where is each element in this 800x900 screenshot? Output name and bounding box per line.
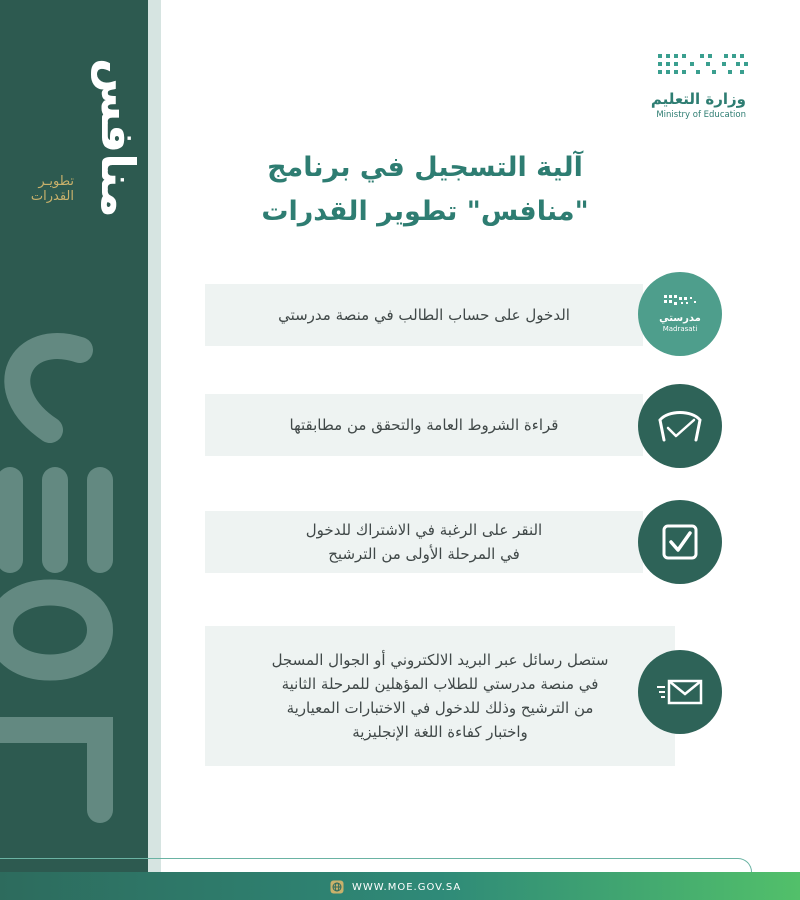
madrasati-logo-icon: [650, 291, 710, 337]
step-3-line-1: النقر على الرغبة في الاشتراك للدخول: [305, 521, 543, 539]
step-2-text: قراءة الشروط العامة والتحقق من مطابقتها: [289, 416, 559, 434]
step-2-box: [205, 394, 643, 456]
step-4-circle: [638, 650, 722, 734]
footer-website-text[interactable]: WWW.MOE.GOV.SA: [352, 881, 462, 893]
step-3-box: [205, 511, 643, 573]
brand-watermark-icon: [0, 330, 160, 870]
page-title-line-2: "منافس" تطوير القدرات: [261, 196, 589, 227]
ministry-name-en: Ministry of Education: [656, 110, 746, 120]
envelope-send-icon: [655, 675, 705, 709]
brand-subtitle: [14, 174, 74, 204]
step-4-line-2: في منصة مدرستي للطلاب المؤهلين للمرحلة الثانية: [281, 675, 599, 693]
step-3-text: [306, 518, 542, 566]
sidebar-edge: [148, 0, 161, 872]
step-4-line-4: واختبار كفاءة اللغة الإنجليزية: [352, 723, 528, 741]
brand-sidebar: [0, 0, 148, 872]
globe-icon: [330, 880, 344, 894]
step-4-text: [272, 648, 609, 744]
madrasati-label-ar: مدرستي: [659, 313, 701, 324]
footer-website-link[interactable]: [330, 878, 461, 896]
brand-subtitle-line-2: القدرات: [30, 189, 74, 204]
step-4-box: [205, 626, 675, 766]
madrasati-label-en: Madrasati: [662, 325, 698, 333]
footer-rule: [0, 858, 752, 872]
checkbox-icon: [660, 522, 700, 562]
step-2-circle: [638, 384, 722, 468]
step-1-text: الدخول على حساب الطالب في منصة مدرستي: [278, 306, 570, 324]
step-1-box: [205, 284, 643, 346]
step-4-line-1: ستصل رسائل عبر البريد الالكتروني أو الجوال المسجل: [271, 651, 609, 669]
step-3-line-2: في المرحلة الأولى من الترشيح: [328, 545, 520, 563]
ministry-name-ar: وزارة التعليم: [650, 90, 746, 108]
shield-check-icon: [654, 406, 706, 446]
step-4-line-3: من الترشيح وذلك للدخول في الاختبارات المعيارية: [286, 699, 594, 717]
brand-subtitle-line-1: تطويـر: [38, 174, 74, 189]
page-title-line-1: آلية التسجيل في برنامج: [267, 152, 583, 183]
step-1-circle: [638, 272, 722, 356]
step-3-circle: [638, 500, 722, 584]
brand-logo-text: منافس: [91, 58, 145, 218]
